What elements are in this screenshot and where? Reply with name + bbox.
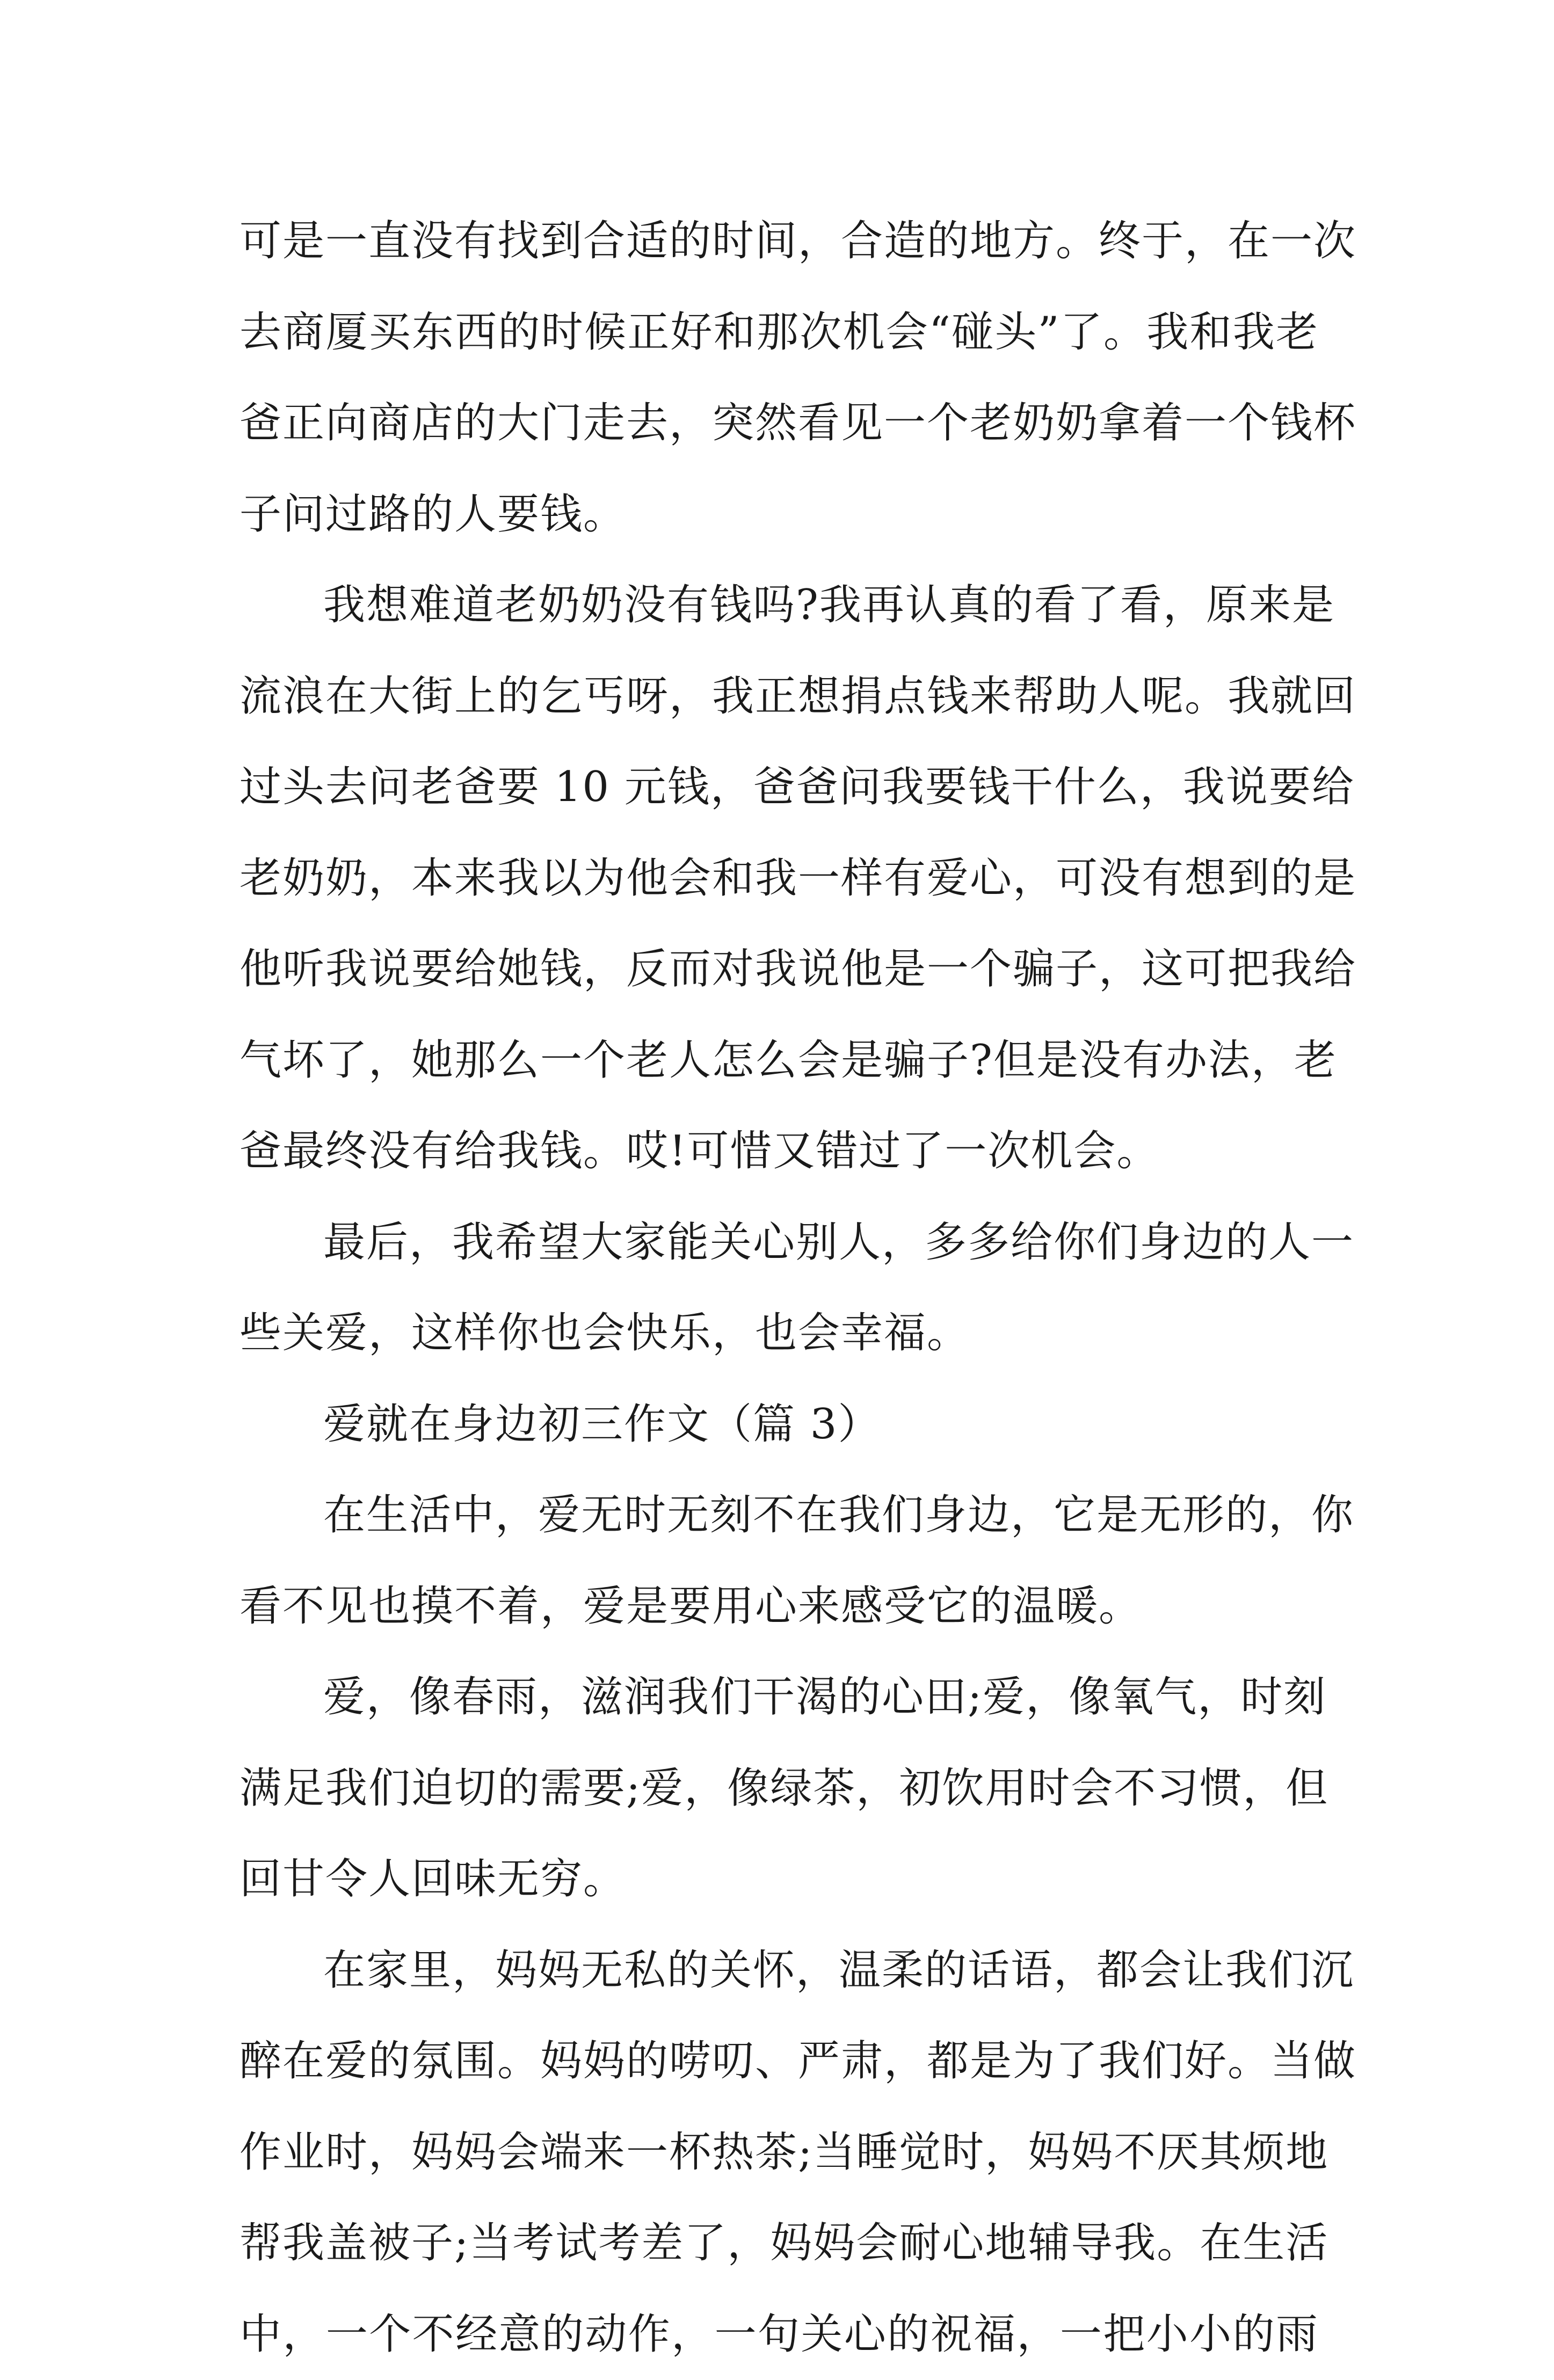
text-line: 醉在爱的氛围。妈妈的唠叨、严肃，都是为了我们好。当做 — [239, 2016, 1319, 2107]
text-line: 回甘令人回味无穷。 — [239, 1834, 1319, 1925]
text-line: 爸最终没有给我钱。哎!可惜又错过了一次机会。 — [239, 1106, 1319, 1197]
text-line: 看不见也摸不着，爱是要用心来感受它的温暖。 — [239, 1561, 1319, 1653]
text-line: 过头去问老爸要 10 元钱，爸爸问我要钱干什么，我说要给 — [239, 742, 1319, 833]
text-line: 气坏了，她那么一个老人怎么会是骗子?但是没有办法，老 — [239, 1015, 1319, 1107]
text-line: 作业时，妈妈会端来一杯热茶;当睡觉时，妈妈不厌其烦地 — [239, 2107, 1319, 2199]
section-heading: 爱就在身边初三作文（篇 3） — [239, 1379, 1319, 1471]
text-line: 些关爱，这样你也会快乐，也会幸福。 — [239, 1288, 1319, 1379]
text-line: 帮我盖被子;当考试考差了，妈妈会耐心地辅导我。在生活 — [239, 2198, 1319, 2289]
text-line: 满足我们迫切的需要;爱，像绿茶，初饮用时会不习惯，但 — [239, 1743, 1319, 1835]
paragraph-first-line: 在生活中，爱无时无刻不在我们身边，它是无形的，你 — [239, 1470, 1319, 1561]
document-body — [239, 196, 1319, 2380]
text-line: 去商厦买东西的时候正好和那次机会“碰头”了。我和我老 — [239, 287, 1319, 379]
text-line: 他听我说要给她钱，反而对我说他是一个骗子，这可把我给 — [239, 924, 1319, 1015]
text-line: 流浪在大街上的乞丐呀，我正想捐点钱来帮助人呢。我就回 — [239, 651, 1319, 743]
paragraph-first-line: 爱，像春雨，滋润我们干渴的心田;爱，像氧气，时刻 — [239, 1652, 1319, 1743]
paragraph-first-line: 我想难道老奶奶没有钱吗?我再认真的看了看，原来是 — [239, 560, 1319, 651]
text-line: 爸正向商店的大门走去，突然看见一个老奶奶拿着一个钱杯 — [239, 378, 1319, 469]
text-line: 老奶奶，本来我以为他会和我一样有爱心，可没有想到的是 — [239, 833, 1319, 925]
text-line: 中，一个不经意的动作，一句关心的祝福，一把小小的雨 — [239, 2289, 1319, 2380]
paragraph-first-line: 最后，我希望大家能关心别人，多多给你们身边的人一 — [239, 1197, 1319, 1289]
text-line: 可是一直没有找到合适的时间，合造的地方。终于，在一次 — [239, 196, 1319, 287]
text-line: 子问过路的人要钱。 — [239, 469, 1319, 561]
paragraph-first-line: 在家里，妈妈无私的关怀，温柔的话语，都会让我们沉 — [239, 1925, 1319, 2017]
